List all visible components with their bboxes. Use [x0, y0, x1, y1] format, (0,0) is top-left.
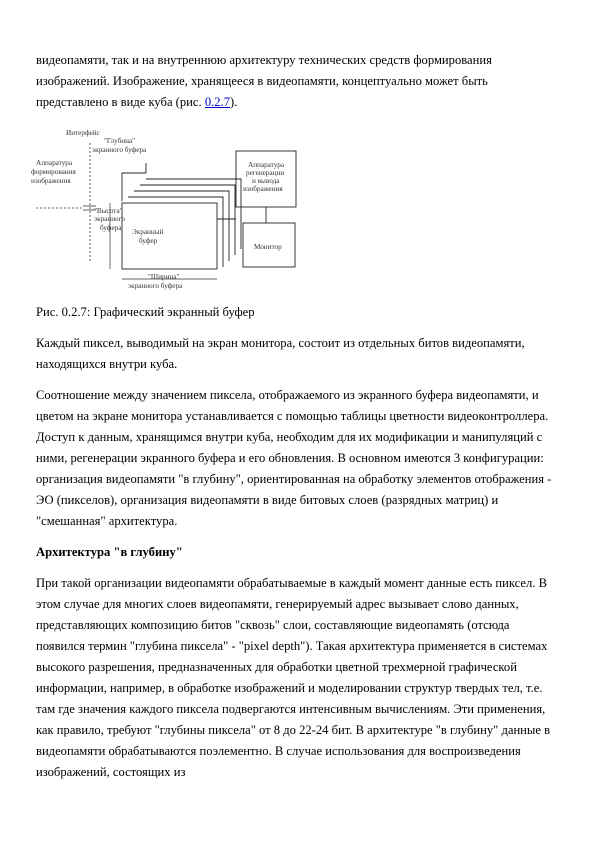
height-label-line2: экранного	[94, 215, 126, 223]
interface-label: Интерфейс	[66, 129, 100, 137]
width-label-line1: "Ширина"	[148, 273, 180, 281]
section-heading: Архитектура "в глубину"	[36, 545, 183, 559]
former-label-line3: изображения	[31, 177, 71, 185]
depth-label-line2: экранного буфера	[92, 146, 147, 154]
intro-text-end: ).	[230, 95, 238, 109]
intro-paragraph	[36, 50, 559, 113]
height-label-line3: буфера	[100, 224, 122, 232]
paragraph-depth-architecture: При такой организации видеопамяти обрабатываемые в каждый момент данные есть пиксел. В этом случае для многих слоев видеопамяти, генерируемый адрес вызывает слово данных, представляющих композицию битов "сквозь" слои, составляющие видеопамять (отсюда появился термин "глубина пиксела" - "pixel depth"). Такая архитектура применяется в системах высокого разрешения, предназначенных для обработки цветной трехмерной графической информации, например, в обработке изображений и моделировании структур твердых тел, т.е. там где значения каждого пиксела подвергаются интенсивным вычислениям. Эти применения, как правило, требуют "глубины пиксела" от 8 до 22-24 бит. В архитектуре "в глубину" данные в видеопамяти обрабатываются поэлементно. В случае использования для воспроизведения изображений, состоящих из	[36, 576, 551, 779]
width-label-line2: экранного буфера	[128, 282, 183, 290]
cube-layers	[122, 163, 241, 269]
paragraph-pixel: Каждый пиксел, выводимый на экран монитора, состоит из отдельных битов видеопамяти, находящихся внутри куба.	[36, 336, 525, 371]
figure-link[interactable]: 0.2.7	[204, 95, 230, 109]
buffer-label-line1: Экранный	[132, 228, 164, 236]
height-label-line1: "Высота"	[94, 207, 123, 215]
intro-text: видеопамяти, так и на внутреннюю архитектуру технических средств формирования изображений. Изображение, хранящееся в видеопамяти, концептуально может быть представлено в виде куба (рис.	[36, 53, 492, 109]
buffer-label-line2: буфер	[139, 237, 158, 245]
former-label-line2: формирования	[31, 168, 76, 176]
depth-label-line1: "Глубина"	[104, 137, 136, 145]
page-content	[31, 50, 559, 793]
screen-buffer-diagram	[31, 121, 559, 296]
regen-label-line1: Аппаратура	[248, 161, 285, 169]
former-label-line1: Аппаратура	[36, 159, 73, 167]
regen-label-line2: регенерации	[246, 169, 285, 177]
screen-buffer-figure	[31, 121, 559, 296]
regen-label-line4: изображения	[243, 185, 283, 193]
figure-caption: Рис. 0.2.7: Графический экранный буфер	[36, 305, 255, 319]
paragraph-color-table: Соотношение между значением пиксела, отображаемого из экранного буфера видеопамяти, и цветом на экране монитора устанавливается с помощью таблицы цветности видеоконтроллера. Доступ к данным, хранящимся внутри куба, необходим для их модификации и манипуляций с ними, регенерации экранного буфера и его обновления. В основном имеются 3 конфигурации: организация видеопамяти "в глубину", ориентированная на обработку элементов отображения - ЭО (пикселов), организация видеопамяти в виде битовых слоев (разрядных матриц) и "смешанная" архитектура.	[36, 388, 552, 528]
regen-label-line3: и вывода	[252, 177, 280, 185]
monitor-label: Монитор	[254, 243, 282, 251]
